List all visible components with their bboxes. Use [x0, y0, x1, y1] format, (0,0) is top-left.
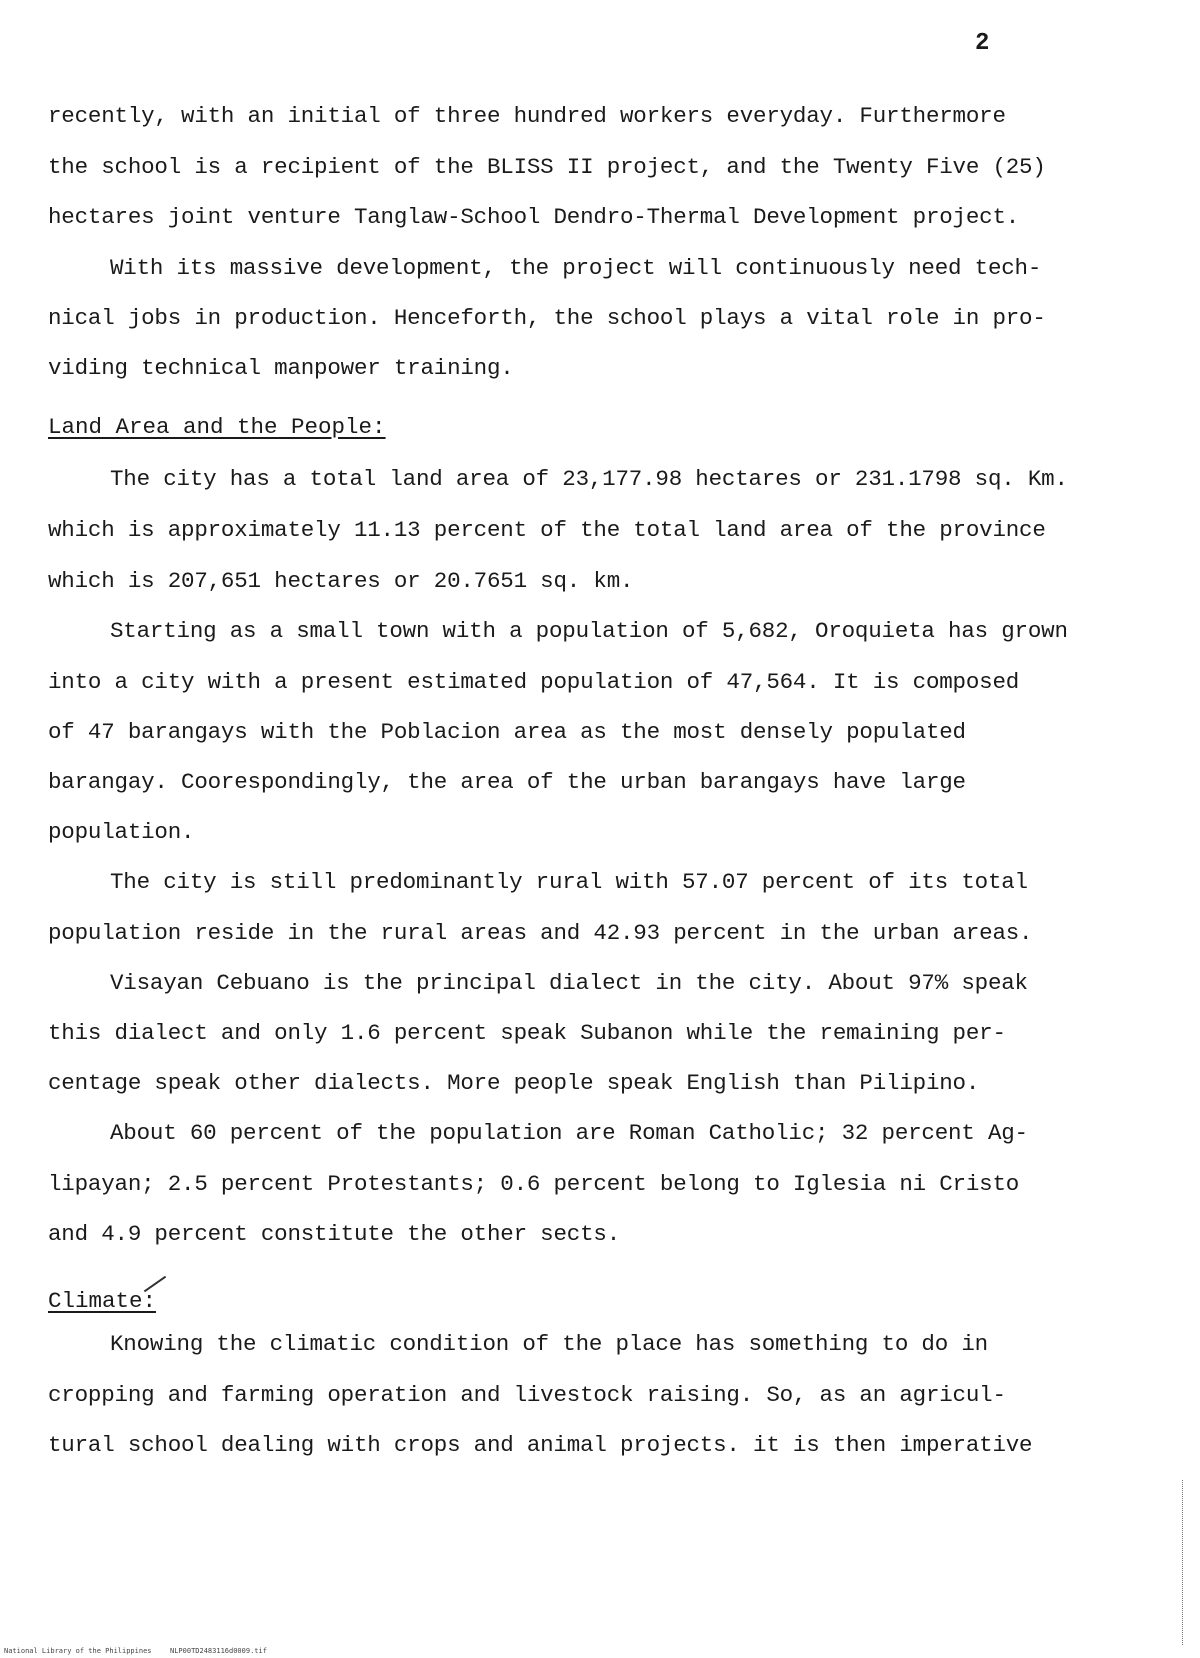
body-line: centage speak other dialects. More people speak English than Pilipino. [48, 1070, 980, 1096]
body-line: population. [48, 819, 195, 845]
body-line: The city is still predominantly rural with 57.07 percent of its total [110, 869, 1028, 895]
section-heading-climate: Climate: [48, 1288, 157, 1314]
body-line: About 60 percent of the population are Roman Catholic; 32 percent Ag- [110, 1120, 1028, 1146]
body-line: With its massive development, the project will continuously need tech- [110, 255, 1042, 281]
body-line: cropping and farming operation and livestock raising. So, as an agricul- [48, 1382, 1006, 1408]
body-line: Knowing the climatic condition of the place has something to do in [110, 1331, 988, 1357]
footer-library-name: National Library of the Philippines [4, 1647, 152, 1655]
scan-edge-mark [1182, 1480, 1185, 1645]
body-line: Visayan Cebuano is the principal dialect in the city. About 97% speak [110, 970, 1028, 996]
body-line: the school is a recipient of the BLISS II project, and the Twenty Five (25) [48, 154, 1046, 180]
body-line: which is approximately 11.13 percent of the total land area of the province [48, 517, 1046, 543]
body-line: barangay. Coorespondingly, the area of the urban barangays have large [48, 769, 966, 795]
body-line: this dialect and only 1.6 percent speak Subanon while the remaining per- [48, 1020, 1006, 1046]
body-line: Starting as a small town with a population of 5,682, Oroquieta has grown [110, 618, 1068, 644]
body-line: viding technical manpower training. [48, 355, 514, 381]
section-heading-land-area: Land Area and the People: [48, 414, 386, 440]
body-line: which is 207,651 hectares or 20.7651 sq. km. [48, 568, 634, 594]
body-line: lipayan; 2.5 percent Protestants; 0.6 percent belong to Iglesia ni Cristo [48, 1171, 1020, 1197]
body-line: hectares joint venture Tanglaw-School Dendro-Thermal Development project. [48, 204, 1020, 230]
body-line: population reside in the rural areas and 42.93 percent in the urban areas. [48, 920, 1033, 946]
footer-file-id: NLP00TD2483116d0009.tif [170, 1647, 267, 1655]
page-number: 2 [975, 30, 990, 57]
body-line: tural school dealing with crops and animal projects. it is then imperative [48, 1432, 1033, 1458]
body-line: and 4.9 percent constitute the other sects. [48, 1221, 620, 1247]
body-line: of 47 barangays with the Poblacion area as the most densely populated [48, 719, 966, 745]
body-line: The city has a total land area of 23,177.98 hectares or 231.1798 sq. Km. [110, 466, 1068, 492]
body-line: nical jobs in production. Henceforth, the school plays a vital role in pro- [48, 305, 1046, 331]
body-line: recently, with an initial of three hundred workers everyday. Furthermore [48, 103, 1006, 129]
body-line: into a city with a present estimated population of 47,564. It is composed [48, 669, 1020, 695]
